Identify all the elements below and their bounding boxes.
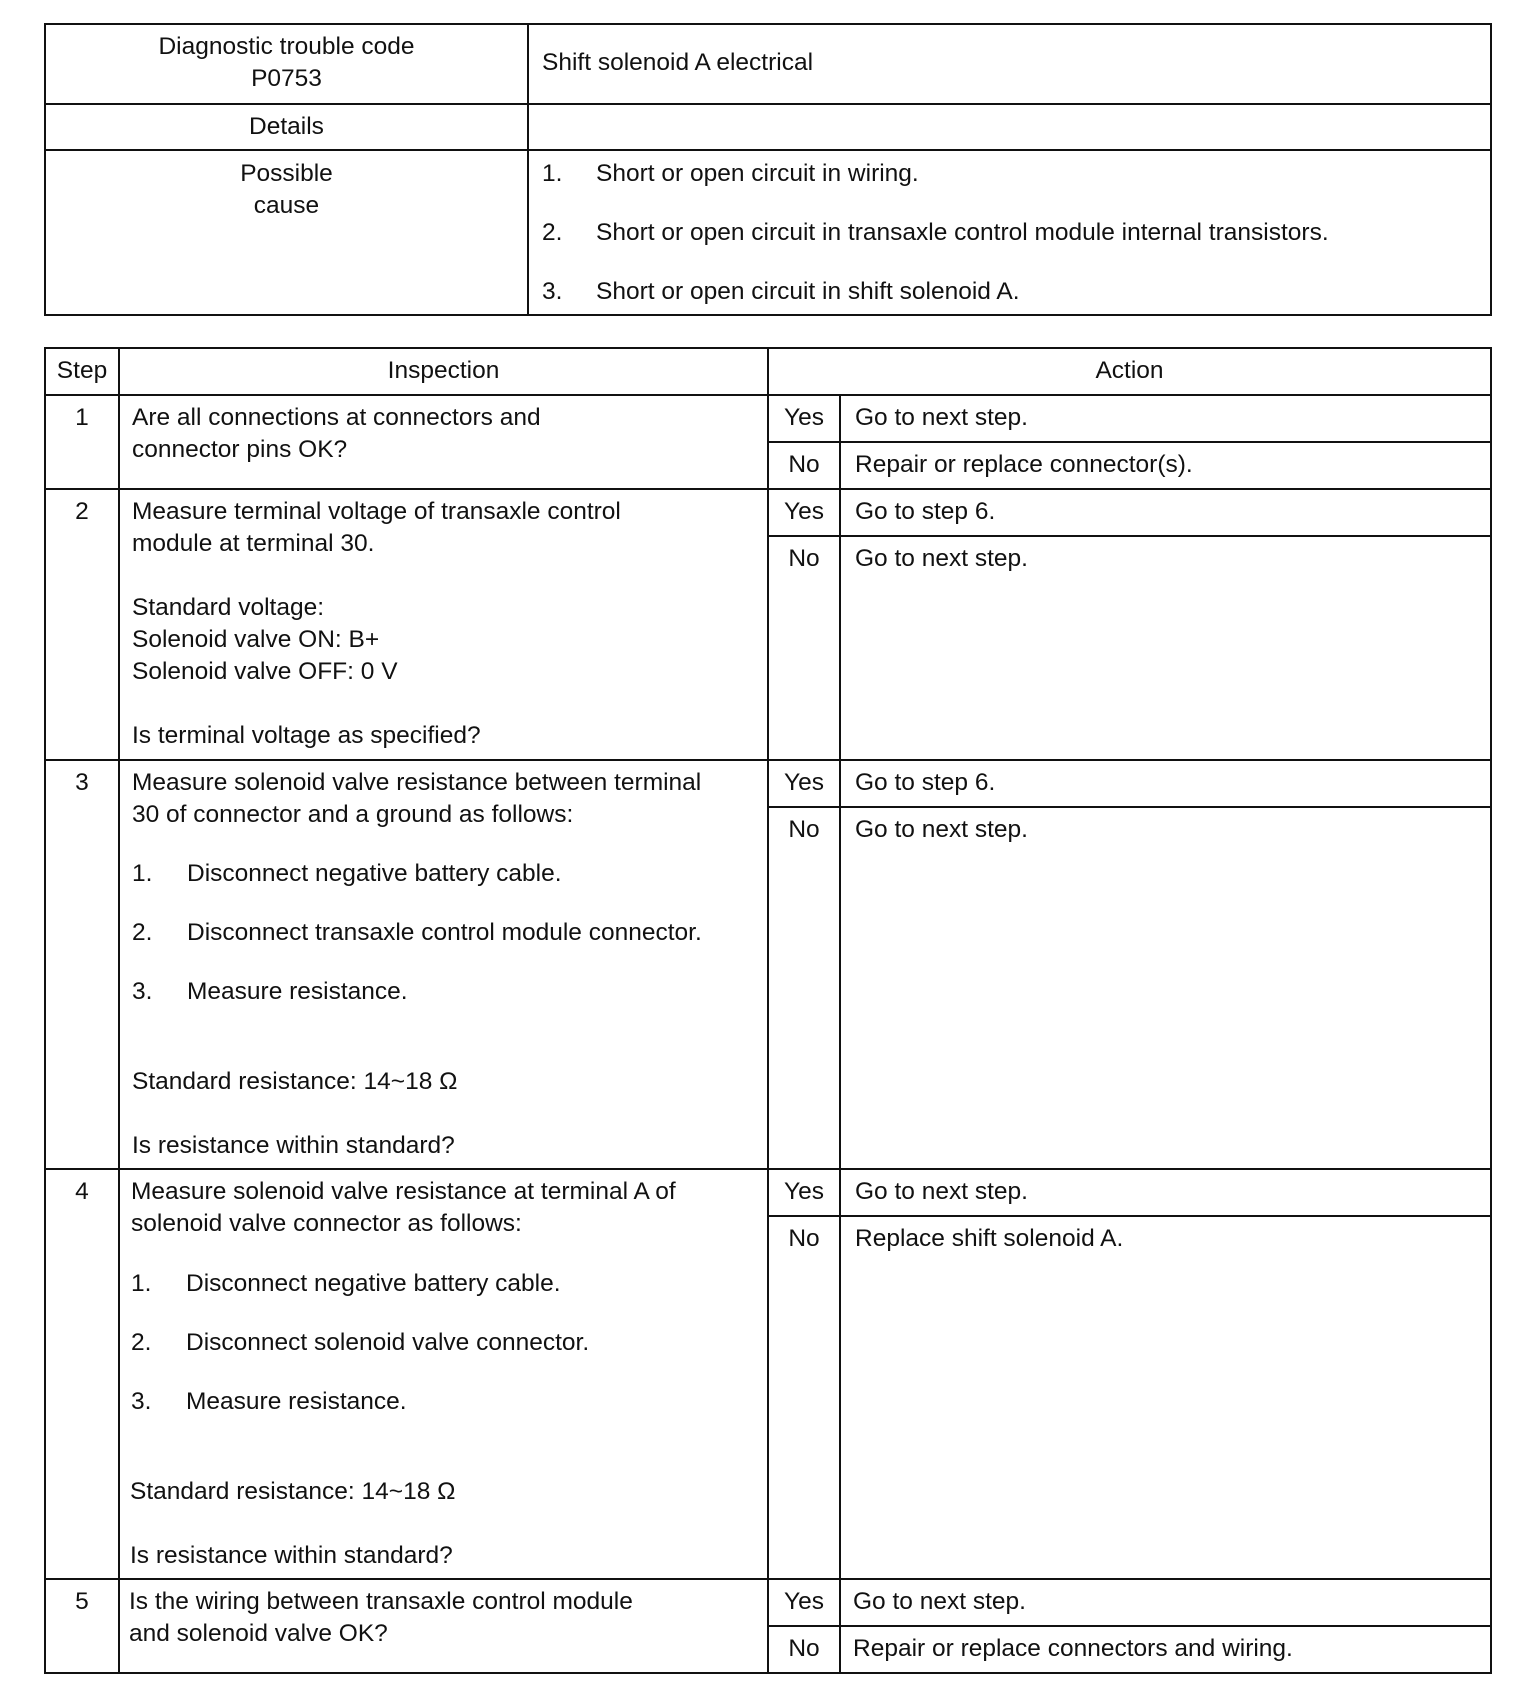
no-label: No [788, 1225, 820, 1252]
sub-step-text: Disconnect transaxle control module connector. [187, 919, 702, 946]
step-number: 1 [75, 404, 89, 431]
inspection-text: Measure solenoid valve resistance between terminal [132, 769, 702, 796]
table-border [767, 441, 1492, 443]
cause-text: Short or open circuit in shift solenoid A. [596, 278, 1020, 305]
inspection-text: solenoid valve connector as follows: [131, 1210, 522, 1237]
inspection-text: Measure terminal voltage of transaxle control [132, 498, 621, 525]
possible-cause-label: cause [253, 192, 320, 219]
no-action: Repair or replace connectors and wiring. [853, 1635, 1293, 1662]
dtc-label: Diagnostic trouble code [158, 33, 415, 60]
table-border [44, 103, 1492, 105]
inspection-text: Are all connections at connectors and [132, 404, 541, 431]
table-border [44, 314, 1492, 316]
table-border [1490, 347, 1492, 1674]
sub-step-number: 2. [132, 919, 153, 946]
inspection-question: Is resistance within standard? [130, 1542, 453, 1569]
table-border [767, 1215, 1492, 1217]
cause-text: Short or open circuit in wiring. [596, 160, 919, 187]
no-action: Go to next step. [855, 545, 1028, 572]
details-label: Details [249, 113, 324, 140]
table-border [118, 347, 120, 1674]
no-label: No [788, 545, 820, 572]
cause-number: 3. [542, 278, 563, 305]
sub-step-text: Disconnect negative battery cable. [186, 1270, 561, 1297]
sub-step-number: 3. [131, 1388, 152, 1415]
step-number: 3 [75, 769, 89, 796]
dtc-code: P0753 [251, 65, 322, 92]
cause-number: 2. [542, 219, 563, 246]
no-action: Replace shift solenoid A. [855, 1225, 1124, 1252]
cause-text: Short or open circuit in transaxle control module internal transistors. [596, 219, 1329, 246]
table-border [527, 23, 529, 316]
no-action: Repair or replace connector(s). [855, 451, 1193, 478]
inspection-question: Is resistance within standard? [132, 1132, 455, 1159]
no-action: Go to next step. [855, 816, 1028, 843]
no-label: No [788, 1635, 820, 1662]
inspection-question: Is terminal voltage as specified? [132, 722, 481, 749]
table-border [44, 149, 1492, 151]
inspection-text: Is the wiring between transaxle control module [129, 1588, 633, 1615]
yes-label: Yes [784, 769, 824, 796]
table-border [767, 806, 1492, 808]
header-action: Action [1095, 357, 1164, 384]
standard-voltage-off: Solenoid valve OFF: 0 V [132, 658, 398, 685]
standard-resistance: Standard resistance: 14~18 Ω [130, 1478, 456, 1505]
yes-label: Yes [784, 1588, 824, 1615]
sub-step-number: 2. [131, 1329, 152, 1356]
table-border [767, 1625, 1492, 1627]
sub-step-text: Measure resistance. [187, 978, 408, 1005]
sub-step-text: Measure resistance. [186, 1388, 407, 1415]
sub-step-number: 3. [132, 978, 153, 1005]
cause-number: 1. [542, 160, 563, 187]
yes-label: Yes [784, 498, 824, 525]
step-number: 4 [75, 1178, 89, 1205]
table-border [767, 535, 1492, 537]
no-label: No [788, 451, 820, 478]
step-number: 2 [75, 498, 89, 525]
yes-action: Go to next step. [853, 1588, 1026, 1615]
standard-resistance: Standard resistance: 14~18 Ω [132, 1068, 458, 1095]
yes-action: Go to step 6. [855, 769, 996, 796]
sub-step-text: Disconnect solenoid valve connector. [186, 1329, 590, 1356]
standard-voltage-label: Standard voltage: [132, 594, 325, 621]
table-border [1490, 23, 1492, 316]
inspection-text: module at terminal 30. [132, 530, 375, 557]
yes-action: Go to step 6. [855, 498, 996, 525]
table-border [44, 23, 1492, 25]
yes-action: Go to next step. [855, 404, 1028, 431]
yes-label: Yes [784, 1178, 824, 1205]
possible-cause-label: Possible [240, 160, 333, 187]
dtc-description: Shift solenoid A electrical [542, 49, 814, 76]
no-label: No [788, 816, 820, 843]
inspection-text: 30 of connector and a ground as follows: [132, 801, 574, 828]
sub-step-number: 1. [132, 860, 153, 887]
header-step: Step [56, 357, 108, 384]
standard-voltage-on: Solenoid valve ON: B+ [132, 626, 380, 653]
sub-step-text: Disconnect negative battery cable. [187, 860, 562, 887]
inspection-text: and solenoid valve OK? [129, 1620, 388, 1647]
inspection-text: connector pins OK? [132, 436, 348, 463]
table-border [44, 347, 46, 1674]
yes-action: Go to next step. [855, 1178, 1028, 1205]
yes-label: Yes [784, 404, 824, 431]
inspection-text: Measure solenoid valve resistance at terminal A of [131, 1178, 676, 1205]
sub-step-number: 1. [131, 1270, 152, 1297]
step-number: 5 [75, 1588, 89, 1615]
table-border [839, 394, 841, 1674]
header-inspection: Inspection [387, 357, 500, 384]
